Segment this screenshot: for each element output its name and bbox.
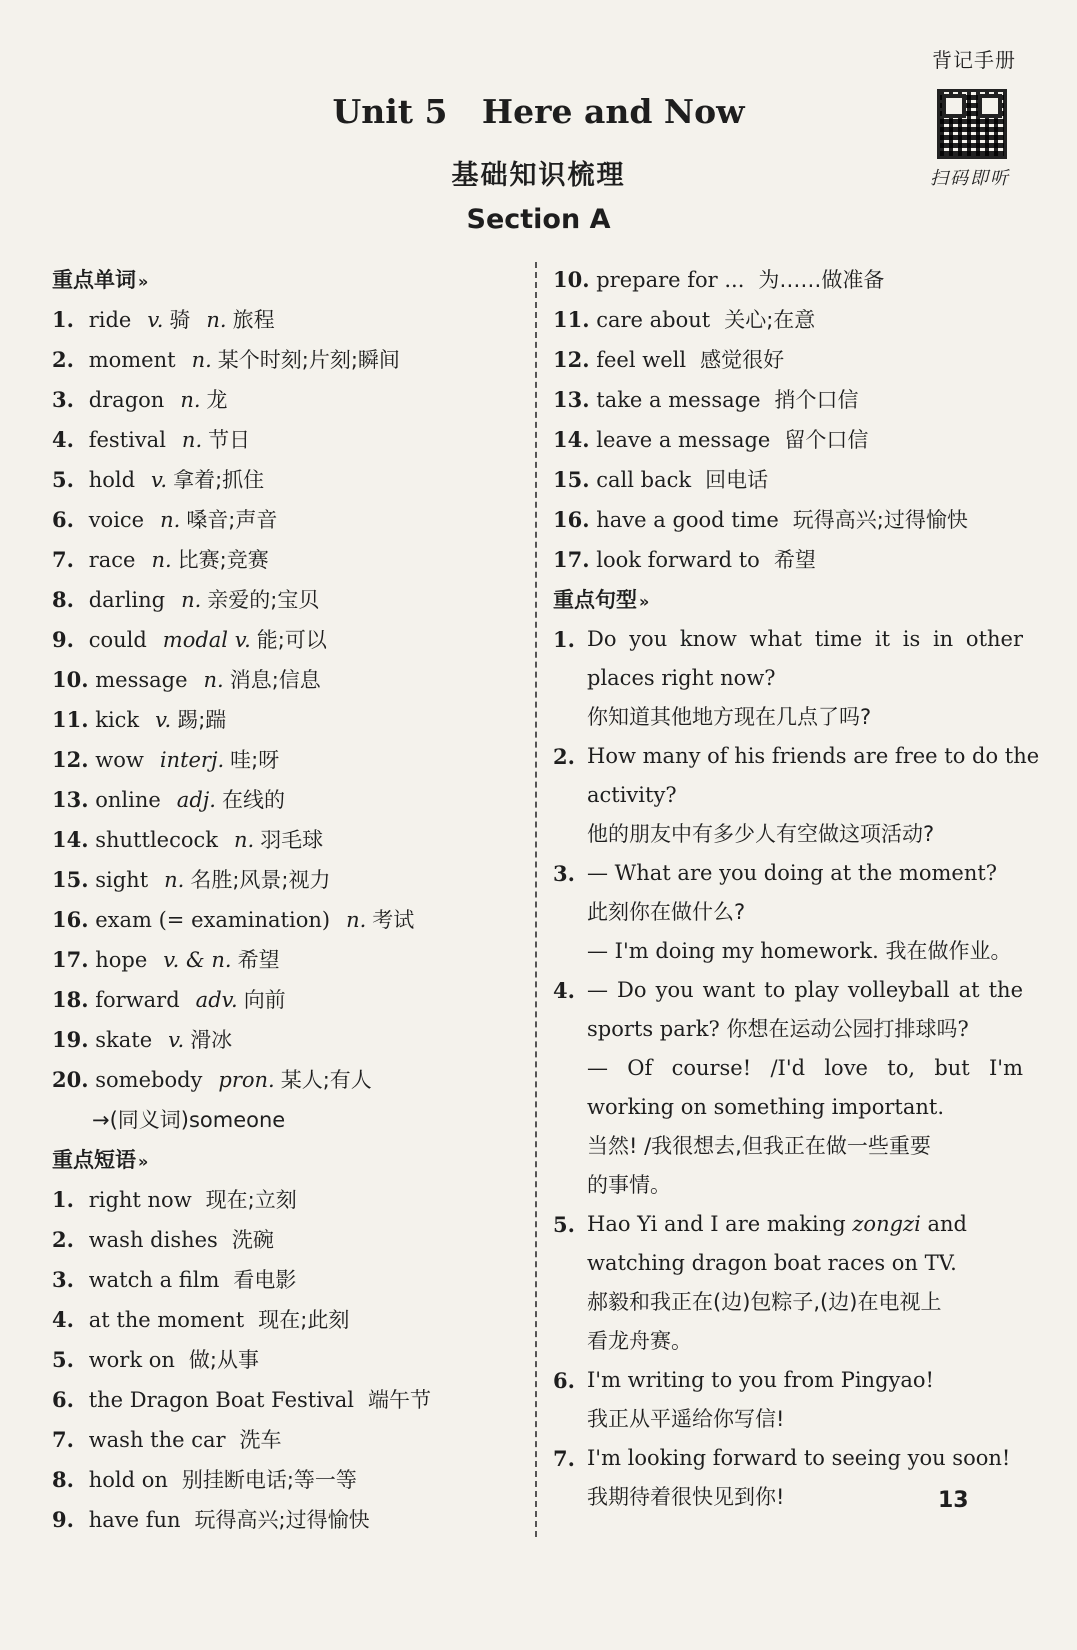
phrases-heading: 重点短语 »: [52, 1148, 149, 1172]
phrase-item: 3. watch a film 看电影: [52, 1267, 297, 1292]
word-item: 7. race n. 比赛;竞赛: [52, 547, 269, 572]
phrase-item: 15. call back 回电话: [553, 467, 769, 492]
sentence-item: 2. How many of his friends are free to do the activity? 他的朋友中有多少人有空做这项活动?: [553, 744, 1040, 846]
sentence-item: 5. Hao Yi and I are making zongzi and watching dragon boat races on TV. 郝毅和我正在(边)包粽子,(边)在电视上 看龙舟赛。: [553, 1212, 967, 1353]
word-item: 3. dragon n. 龙: [52, 387, 228, 412]
word-item: 8. darling n. 亲爱的;宝贝: [52, 587, 320, 612]
phrase-item: 6. the Dragon Boat Festival 端午节: [52, 1387, 432, 1412]
word-item: 14. shuttlecock n. 羽毛球: [52, 827, 324, 852]
sentence-item: 3. — What are you doing at the moment? 此刻你在做什么? — I'm doing my homework. 我在做作业。: [553, 861, 1012, 963]
word-item: 9. could modal v. 能;可以: [52, 627, 327, 652]
qr-label: 扫码即听: [930, 168, 1010, 189]
phrase-item: 12. feel well 感觉很好: [553, 347, 785, 372]
phrase-item: 8. hold on 别挂断电话;等一等: [52, 1467, 357, 1492]
word-item: 17. hope v. & n. 希望: [52, 947, 280, 972]
phrase-item: 11. care about 关心;在意: [553, 307, 816, 332]
word-item: 20. somebody pron. 某人;有人: [52, 1067, 372, 1092]
phrase-item: 1. right now 现在;立刻: [52, 1187, 297, 1212]
word-item: 16. exam (= examination) n. 考试: [52, 907, 415, 932]
word-item: 12. wow interj. 哇;呀: [52, 747, 280, 772]
unit-title: Unit 5 Here and Now: [332, 92, 745, 131]
synonym-note: →(同义词)someone: [92, 1108, 286, 1132]
sentence-item: 7. I'm looking forward to seeing you soon! 我期待着很快见到你!: [553, 1446, 1011, 1509]
sentences-heading: 重点句型 »: [553, 588, 650, 612]
sentence-item: 6. I'm writing to you from Pingyao! 我正从平遥给你写信!: [553, 1368, 934, 1431]
word-item: 5. hold v. 拿着;抓住: [52, 467, 265, 492]
word-item: 15. sight n. 名胜;风景;视力: [52, 867, 331, 892]
phrase-item: 16. have a good time 玩得高兴;过得愉快: [553, 507, 968, 532]
phrase-item: 13. take a message 捎个口信: [553, 387, 859, 412]
word-item: 13. online adj. 在线的: [52, 787, 285, 812]
phrase-item: 7. wash the car 洗车: [52, 1427, 282, 1452]
column-divider: [535, 262, 537, 1537]
sentence-item: 1. Do you know what time it is in other places right now? 你知道其他地方现在几点了吗?: [553, 627, 1023, 729]
word-item: 2. moment n. 某个时刻;片刻;瞬间: [52, 347, 400, 372]
words-heading: 重点单词 »: [52, 268, 149, 292]
phrase-item: 5. work on 做;从事: [52, 1347, 259, 1372]
section-title: Section A: [466, 204, 611, 235]
word-item: 6. voice n. 嗓音;声音: [52, 507, 278, 532]
phrase-item: 14. leave a message 留个口信: [553, 427, 869, 452]
page-number: 13: [938, 1488, 969, 1513]
sentence-item: 4. — Do you want to play volleyball at the sports park? 你想在运动公园打排球吗? — Of course! /I'd love to, but I'm working on something important. 当然! /我很想去,但我正在做一些重要 的事情。: [553, 978, 1023, 1197]
phrase-item: 2. wash dishes 洗碗: [52, 1227, 274, 1252]
word-item: 11. kick v. 踢;踹: [52, 707, 227, 732]
handbook-tag: 背记手册: [932, 48, 1016, 72]
word-item: 19. skate v. 滑冰: [52, 1027, 233, 1052]
phrase-item: 9. have fun 玩得高兴;过得愉快: [52, 1507, 370, 1532]
phrase-item: 4. at the moment 现在;此刻: [52, 1307, 350, 1332]
word-item: 18. forward adv. 向前: [52, 987, 286, 1012]
word-item: 10. message n. 消息;信息: [52, 667, 321, 692]
phrase-item: 10. prepare for ... 为……做准备: [553, 267, 885, 292]
phrase-item: 17. look forward to 希望: [553, 547, 816, 572]
right-column: [553, 260, 1040, 1517]
word-item: 4. festival n. 节日: [52, 427, 251, 452]
word-item: 1. ride v. 骑 n. 旅程: [52, 307, 275, 332]
page-subtitle: 基础知识梳理: [451, 160, 626, 191]
left-column: [52, 260, 522, 1540]
